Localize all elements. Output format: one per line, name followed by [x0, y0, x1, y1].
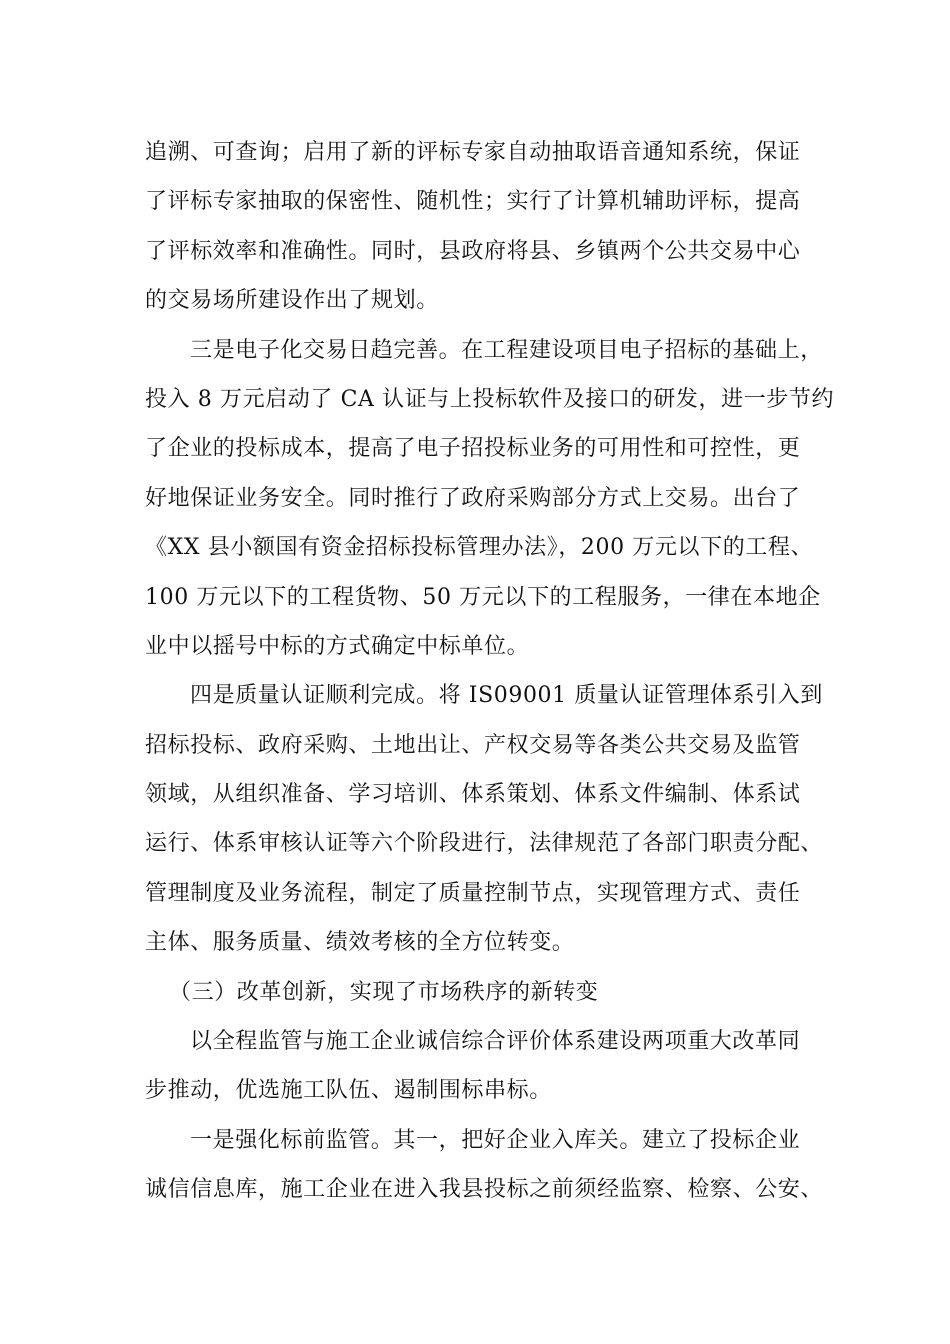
text-line: 了评标效率和准确性。同时，县政府将县、乡镇两个公共交易中心	[145, 238, 801, 264]
document-body	[145, 128, 835, 1215]
text-line: 管理制度及业务流程，制定了质量控制节点，实现管理方式、责任	[145, 880, 801, 906]
text-line: 投入 8 万元启动了 CA 认证与上投标软件及接口的研发，进一步节约	[145, 386, 835, 412]
text-line: 诚信信息库，施工企业在进入我县投标之前须经监察、检察、公安、	[145, 1177, 824, 1203]
paragraph-first-line: 以全程监管与施工企业诚信综合评价体系建设两项重大改革同	[190, 1029, 801, 1055]
text-line: 步推动，优选施工队伍、遏制围标串标。	[145, 1078, 552, 1104]
text-line: 了企业的投标成本，提高了电子招投标业务的可用性和可控性，更	[145, 436, 801, 462]
text-line: 主体、服务质量、绩效考核的全方位转变。	[145, 930, 575, 956]
text-line: 招标投标、政府采购、土地出让、产权交易等各类公共交易及监管	[145, 732, 801, 758]
text-line: 好地保证业务安全。同时推行了政府采购部分方式上交易。出台了	[145, 485, 801, 511]
text-line: 了评标专家抽取的保密性、随机性；实行了计算机辅助评标，提高	[145, 189, 801, 215]
paragraph-first-line: 四是质量认证顺利完成。将 IS09001 质量认证管理体系引入到	[190, 683, 823, 709]
section-heading: （三）改革创新，实现了市场秩序的新转变	[169, 979, 599, 1005]
text-line: 追溯、可查询；启用了新的评标专家自动抽取语音通知系统，保证	[145, 140, 801, 165]
text-line: 运行、体系审核认证等六个阶段进行，法律规范了各部门职责分配、	[145, 831, 824, 857]
text-line: 领域，从组织准备、学习培训、体系策划、体系文件编制、体系试	[145, 782, 801, 808]
text-line: 《XX 县小额国有资金招标投标管理办法》，200 万元以下的工程、	[145, 535, 814, 561]
paragraph-first-line: 一是强化标前监管。其一，把好企业入库关。建立了投标企业	[190, 1127, 801, 1153]
paragraph-first-line: 三是电子化交易日趋完善。在工程建设项目电子招标的基础上，	[190, 337, 823, 363]
text-line: 的交易场所建设作出了规划。	[145, 288, 439, 314]
text-line: 100 万元以下的工程货物、50 万元以下的工程服务，一律在本地企	[145, 584, 821, 610]
text-line: 业中以摇号中标的方式确定中标单位。	[145, 633, 530, 659]
